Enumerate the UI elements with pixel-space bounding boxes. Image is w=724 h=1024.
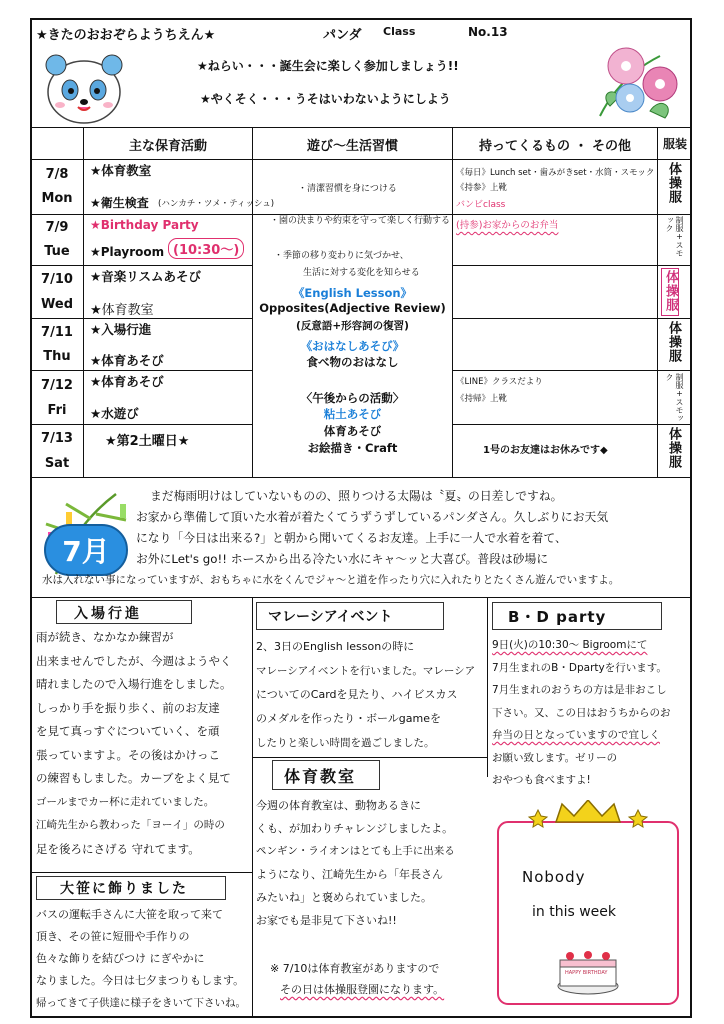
bd-line: 7月生まれのB・Dpartyを行います。 bbox=[492, 661, 667, 674]
march-line: 晴れましたので入場行進をしました。 bbox=[36, 677, 232, 691]
malaysia-line: マレーシアイベントを行いました。マレーシア bbox=[256, 665, 476, 677]
malaysia-line: についてのCardを見たり、ハイビスカス bbox=[256, 688, 458, 701]
bd-line: お願い致します。ゼリーの bbox=[492, 751, 618, 764]
clothes-fri: 制服+スモック bbox=[665, 373, 684, 422]
march-line: 出来ませんでしたが、今週はようやく bbox=[36, 653, 232, 668]
malaysia-line: 2、3日のEnglish lessonの時に bbox=[256, 640, 415, 653]
item-tue-1: (持参)お家からのお弁当 bbox=[456, 220, 559, 231]
march-body bbox=[36, 626, 250, 861]
bd-line: おやつも食べますよ! bbox=[492, 774, 591, 786]
bamboo-line: 頂き、その笹に短冊や手作りの bbox=[36, 930, 190, 943]
march-line: 張っていますよ。その後はかけっこ bbox=[36, 747, 220, 762]
march-line: を見て真っすぐについていく、を頑 bbox=[36, 724, 220, 738]
item-mon-1: 《毎日》Lunch set・歯みがきset・水筒・スモック bbox=[456, 168, 655, 178]
march-line: の練習もしました。カーブをよく見て bbox=[36, 771, 231, 785]
habit-3b: 生活に対する変化を知らせる bbox=[303, 268, 420, 278]
bamboo-title: 大笹に飾りました bbox=[60, 881, 188, 897]
clothes-sat: 体操服 bbox=[666, 427, 681, 469]
gym-title: 体育教室 bbox=[284, 767, 357, 786]
day-weekday: Sat bbox=[44, 456, 70, 471]
gym-line: くも、が加わりチャレンジしましたよ。 bbox=[256, 822, 454, 835]
day-date: 7/11 bbox=[41, 325, 73, 340]
day-activity-2: ★体育あそび bbox=[90, 353, 164, 368]
clothes-thu: 体操服 bbox=[666, 321, 681, 363]
gym-line: お家でも是非見て下さいね!! bbox=[256, 914, 397, 927]
march-line: ゴールまでカー杯に走れていました。 bbox=[36, 795, 215, 808]
habit-3a: ・季節の移り変わりに気づかせ、 bbox=[274, 251, 409, 261]
day-activity-1: ★入場行進 bbox=[90, 322, 152, 337]
march-line: 足を後ろにさげる 守れてます。 bbox=[36, 841, 200, 856]
party-time-badge: (10:30～) bbox=[168, 238, 244, 259]
morning-glory-illustration bbox=[590, 36, 686, 124]
malaysia-line: のメダルを作ったり・ボールgameを bbox=[256, 712, 441, 725]
habit-2: ・園の決まりや約束を守って楽しく行動する bbox=[270, 216, 451, 226]
item-mon-3: バンビclass bbox=[456, 200, 506, 210]
day-activity-2-note: (ハンカチ・ツメ・ティッシュ) bbox=[158, 199, 275, 209]
gym-line: 今週の体育教室は、動物あるきに bbox=[256, 799, 421, 812]
bd-line: 9日(火)の10:30～ Bigroomにて bbox=[492, 639, 648, 651]
day-weekday: Tue bbox=[44, 244, 70, 259]
march-line: 江崎先生から教わった「ヨーイ」の時の bbox=[36, 819, 225, 831]
march-line: しっかり手を振り歩く、前のお友達 bbox=[36, 700, 220, 715]
day-date: 7/8 bbox=[45, 167, 69, 182]
bd-line: 弁当の日となっていますので宜しく bbox=[492, 729, 660, 741]
day-activity-1: ★第2土曜日★ bbox=[105, 434, 190, 449]
day-activity-1: ★体育あそび bbox=[90, 374, 164, 389]
intro-line: になり「今日は出来る?」と朝から聞いてくるお友達。上手に一人で水着を着て、 bbox=[136, 531, 567, 545]
day-weekday: Wed bbox=[41, 297, 73, 312]
bamboo-body bbox=[36, 904, 252, 1014]
day-activity-1: ★音楽リスムあそび bbox=[90, 269, 201, 284]
panda-illustration bbox=[42, 50, 126, 126]
day-weekday: Fri bbox=[47, 403, 67, 418]
story-title: 《おはなしあそび》 bbox=[300, 339, 405, 353]
item-fri-2: 《持帰》上靴 bbox=[456, 394, 508, 404]
day-date: 7/9 bbox=[45, 220, 69, 235]
intro-line: お家から準備して頂いた水着が着たくてうずうずしているパンダさん。久しぶりにお天気 bbox=[136, 510, 609, 524]
intro-line: お外にLet's go!! ホースから出る冷たい水にキャ～ッと大喜び。普段は砂場に bbox=[136, 552, 549, 566]
clothes-mon: 体操服 bbox=[666, 162, 681, 204]
day-date: 7/13 bbox=[41, 431, 73, 446]
clothes-tue: 制服+スモック bbox=[665, 216, 684, 257]
story-body: 食べ物のおはなし bbox=[306, 355, 399, 369]
promise-text: ★やくそく・・・うそはいわないようにしよう bbox=[200, 92, 451, 106]
english-lesson-note: (反意語+形容詞の復習) bbox=[296, 320, 409, 332]
english-lesson-body: Opposites(Adjective Review) bbox=[259, 301, 446, 315]
march-line: 雨が続き、なかなか練習が bbox=[36, 630, 174, 644]
malaysia-line: したりと楽しい時間を過ごしました。 bbox=[256, 737, 435, 749]
day-activity-1: ★体育教室 bbox=[90, 163, 152, 178]
class-name: パンダ bbox=[323, 28, 362, 43]
day-weekday: Thu bbox=[43, 349, 71, 364]
nobody-line-2: in this week bbox=[532, 904, 616, 920]
aim-text: ★ねらい・・・誕生会に楽しく参加しましょう!! bbox=[197, 59, 459, 73]
bd-line: 7月生まれのおうちの方は是非おこし bbox=[492, 684, 667, 696]
gym-line: ようになり、江崎先生から「年長さん bbox=[256, 868, 443, 881]
day-date: 7/12 bbox=[41, 378, 73, 393]
gym-line: ペンギン・ライオンはとても上手に出来る bbox=[256, 845, 455, 857]
day-activity-2: ★Playroom bbox=[90, 245, 165, 259]
school-name: ★きたのおおぞらようちえん★ bbox=[36, 28, 216, 43]
malaysia-title: マレーシアイベント bbox=[268, 609, 393, 625]
item-fri-1: 《LINE》クラスだより bbox=[456, 377, 543, 387]
bamboo-line: なりました。今日は七夕まつりもします。 bbox=[36, 974, 245, 987]
intro-line: 水は入れない事になっていますが、おもちゃに水をくんでジャ～と道を作ったり穴に入れたりとたくさん遊んでいますよ。 bbox=[42, 574, 620, 586]
afternoon-title: 〈午後からの活動〉 bbox=[300, 391, 405, 405]
intro-line: まだ梅雨明けはしていないものの、照りつける太陽は〝夏〟の日差しですね。 bbox=[150, 489, 563, 503]
gym-note-line: ※ 7/10は体育教室がありますので bbox=[270, 962, 440, 975]
gym-note bbox=[270, 958, 444, 1000]
afternoon-item-2: 体育あそび bbox=[323, 424, 382, 438]
afternoon-item-1: 粘土あそび bbox=[323, 407, 382, 421]
nobody-line-1: Nobody bbox=[522, 868, 586, 886]
clothes-wed: 体操服 bbox=[661, 268, 679, 316]
gym-note-line: その日は体操服登園になります。 bbox=[280, 983, 445, 996]
class-label: Class bbox=[383, 25, 416, 38]
item-mon-2: 《持参》上靴 bbox=[456, 183, 508, 193]
bd-line: 下さい。又、この日はおうちからのお bbox=[492, 706, 671, 719]
gym-body bbox=[256, 794, 488, 932]
bamboo-line: 色々な飾りを結びつけ にぎやかに bbox=[36, 952, 205, 965]
month-badge: 7月 bbox=[44, 524, 128, 576]
day-date: 7/10 bbox=[41, 272, 73, 287]
english-lesson-title: 《English Lesson》 bbox=[292, 286, 413, 300]
afternoon-item-3: お絵描き・Craft bbox=[307, 441, 398, 455]
col-header-clothes: 服装 bbox=[662, 137, 687, 151]
bamboo-line: 帰ってきて子供達に様子をきいて下さいね。 bbox=[36, 997, 246, 1009]
day-activity-1: ★Birthday Party bbox=[90, 218, 199, 232]
bd-body bbox=[492, 634, 692, 792]
gym-line: みたいね」と褒められていました。 bbox=[256, 891, 432, 904]
day-weekday: Mon bbox=[41, 191, 73, 206]
bamboo-line: バスの運転手さんに大笹を取って来て bbox=[36, 908, 223, 921]
day-activity-2: ★水遊び bbox=[90, 406, 139, 421]
march-title: 入場行進 bbox=[74, 606, 142, 622]
habit-1: ・清潔習慣を身につける bbox=[298, 184, 397, 194]
cake-text: HAPPY BIRTHDAY bbox=[565, 970, 608, 976]
malaysia-body bbox=[256, 635, 486, 755]
col-header-habits: 遊び～生活習慣 bbox=[306, 139, 398, 154]
bd-title: B・D party bbox=[508, 608, 607, 626]
col-header-items: 持ってくるもの ・ その他 bbox=[478, 139, 632, 154]
day-activity-2: ★体育教室 bbox=[90, 303, 154, 318]
col-header-activities: 主な保育活動 bbox=[128, 139, 207, 154]
day-activity-2: ★衛生検査 bbox=[90, 196, 149, 210]
issue-number: No.13 bbox=[468, 25, 508, 39]
item-sat-1: 1号のお友達はお休みです◆ bbox=[483, 445, 608, 456]
